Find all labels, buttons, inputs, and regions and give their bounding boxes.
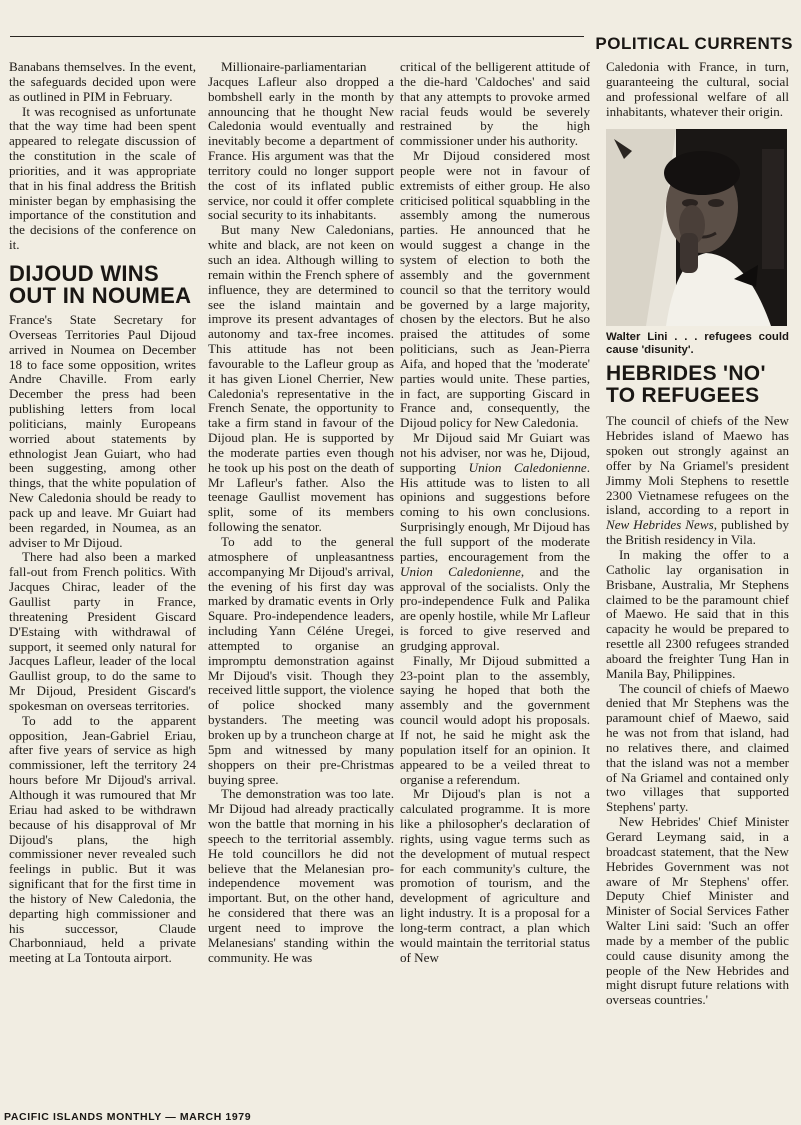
text-run: . His attitude was to listen to all opinions and suggestions before coming to his own conclusions. Surprisingly enough, Mr Dijoud has the full support of the moderate parties, encouragement from the xyxy=(400,459,590,564)
text-run: The council of chiefs of the New Hebrides island of Maewo has spoken out strongly against an offer by Na Griamel's president Jimmy Moli Stephens to resettle 2300 Vietnamese refugees on the island, according to a report in xyxy=(606,413,789,518)
text-run: , and the approval of the socialists. Only the pro-independence Fulk and Palika are openly hostile, while Mr Lafleur is forced to give reserved and grudging approval. xyxy=(400,563,590,653)
article-paragraph: Millionaire-parliamentarian Jacques Lafleur also dropped a bombshell early in the month by announcing that he thought New Caledonia would eventually and inevitably become a department of France. His argument was that the territory could no longer support the cost of its inflated public service, nor could it offer complete social security to its inhabitants. xyxy=(208,60,394,223)
article-paragraph: The demonstration was too late. Mr Dijoud had already practically won the battle that morning in his speech to the territorial assembly. He told councillors he did not believe that the Melanesian pro-independence movement was important. But, on the other hand, he considered that there was an urgent need to improve the Melanesians' standing within the community. He was xyxy=(208,786,394,965)
article-paragraph: To add to the general atmosphere of unpleasantness accompanying Mr Dijoud's arrival, the evening of his first day was marked by dramatic events in Orly Square. Pro-independence leaders, including Yann Céléne Uregei, attempted to organise an impromptu demonstration against Mr Dijoud's visit. Though they received little support, the violence of police shocked many bystanders. The meeting was broken up by a truncheon charge at 5pm and witnessed by many shoppers on their pre-Christmas buying spree. xyxy=(208,534,394,787)
column-1 xyxy=(9,60,196,1100)
article-paragraph: Caledonia with France, in turn, guaranteeing the cultural, social and professional welfare of all inhabitants, whatever their origin. xyxy=(606,60,789,119)
column-4 xyxy=(606,60,789,1115)
column-2 xyxy=(208,60,394,1108)
article-paragraph: It was recognised as unfortunate that the way time had been spent appeared to relegate discussion of the constitution in the scale of priorities, and it was appropriate that in his final address the British minister began by emphasising the importance of the constitution and the decisions of the conference on it. xyxy=(9,103,196,253)
party-name: Union Caledonienne xyxy=(400,563,521,579)
text-run: , published by the British residency in Vila. xyxy=(606,517,789,548)
article-paragraph: Mr Dijoud considered most people were not in favour of extremists of either group. He also criticised political squabbling in the assembly among the numerous parties. He announced that he would suggest a change in the system of election to both the assembly and the government council so that the territory would be governed by a large majority, chosen by the electors. But he also praised the attitudes of some politicians, such as Jean-Pierra Aifa, and hoped that the 'moderate' parties would unite. These parties, in fact, are supporting Giscard in France and, consequently, the Dijoud policy for New Caledonia. xyxy=(400,148,590,431)
newspaper-name: New Hebrides News xyxy=(606,517,714,533)
text-run: Mr Dijoud said Mr Guiart was not his adviser, nor was he, Dijoud, supporting xyxy=(400,430,590,475)
portrait-illustration xyxy=(606,129,787,326)
article-paragraph: The council of chiefs of Maewo denied that Mr Stephens was the paramount chief of Maewo, said he was not from that island, had no relatives there, and claimed that the island was not a member of Na Griamel and contained only two villages that supported Stephens' party. xyxy=(606,680,789,815)
article-paragraph: To add to the apparent opposition, Jean-Gabriel Eriau, after five years of service as high commissioner, left the territory 24 hours before Mr Dijoud's arrival. Although it was rumoured that Mr Eriau had asked to be withdrawn because of his disapproval of Mr Dijoud's plans, the high commissioner never revealed such feelings in public. But it was significant that for the first time in the history of New Caledonia, the departing high commissioner and his successor, Claude Charbonniaud, held a private meeting at La Tontouta airport. xyxy=(9,712,196,966)
walter-lini-photo xyxy=(606,129,787,326)
article-paragraph: Banabans themselves. In the event, the safeguards decided upon were as outlined in PIM in February. xyxy=(9,60,196,104)
headline-dijoud: DIJOUD WINS OUT IN NOUMEA xyxy=(9,260,192,308)
article-paragraph: France's State Secretary for Overseas Territories Paul Dijoud arrived in Noumea on December 18 to face some opposition, writes Andre Chaville. From early December the press had been publishing letters from local politicians, mainly Europeans worried about statements by ethnologist Jean Guiart, who had been suggesting, among other things, that the white population of New Caledonia should be ready to pack up and leave. Mr Guiart had been regarded, in Noumea, as an adviser to Mr Dijoud. xyxy=(9,311,196,550)
article-paragraph: But many New Caledonians, white and black, are not keen on such an idea. Although willing to remain within the French sphere of influence, they are determined to see the island maintain and improve its present advantages of autonomy and tax-free incomes. This attitude has not been favourable to the Lafleur group as it has given Lionel Cherrier, New Caledonia's representative in the French Senate, the opportunity to take a firm stand in favour of the Dijoud plan. He is supported by the moderate parties even though he took up his post on the death of Mr Lafleur's father. Also the teenage Gaullist movement has split, some of its members following the senator. xyxy=(208,222,394,535)
article-paragraph xyxy=(606,414,789,548)
headline-hebrides: HEBRIDES 'NO' TO REFUGEES xyxy=(606,362,766,408)
photo-caption: Walter Lini . . . refugees could cause 'disunity'. xyxy=(606,331,789,357)
article-paragraph xyxy=(400,431,590,654)
article-paragraph: Finally, Mr Dijoud submitted a 23-point plan to the assembly, saying he hoped that both the assembly and the government council would adopt his proposals. If not, he said he might ask the population itself for an opinion. It appeared to be a veiled threat to organise a referendum. xyxy=(400,652,590,787)
article-paragraph: There had also been a marked fall-out from French politics. With Jacques Chirac, leader of the Gaullist party in France, threatening President Giscard D'Estaing with withdrawal of support, it seemed only natural for Jacques Lafleur, leader of the local Gaullist group, to do the same to Mr Dijoud, President Giscard's spokesman on overseas territories. xyxy=(9,549,196,713)
article-paragraph: In making the offer to a Catholic lay organisation in Brisbane, Australia, Mr Stephens claimed to be the paramount chief of Maewo. He said that in this capacity he would be prepared to resettle all 2300 refugees stranded aboard the freighter Tung Han in Manila Bay, Philippines. xyxy=(606,546,789,681)
party-name: Union Caledonienne xyxy=(468,459,587,475)
section-title: POLITICAL CURRENTS xyxy=(595,34,793,53)
article-paragraph: New Hebrides' Chief Minister Gerard Leymang said, in a broadcast statement, that the New Hebrides Government was not aware of Mr Stephens' offer. Deputy Chief Minister and Minister of Social Services Father Walter Lini said: 'Such an offer made by a member of the public could cause disunity among the people of the New Hebrides and might disrupt future relations with overseas countries.' xyxy=(606,814,789,1008)
publication-footer: PACIFIC ISLANDS MONTHLY — MARCH 1979 xyxy=(4,1111,252,1123)
column-3 xyxy=(400,60,590,1106)
article-paragraph: Mr Dijoud's plan is not a calculated programme. It is more like a philosopher's declaration of rights, using vague terms such as the development of mutual respect for each community's culture, the promotion of tourism, and the development of agriculture and light industry. It is a proposal for a long-term contract, a plan which would maintain the territorial status of New xyxy=(400,786,590,965)
header-rule xyxy=(10,36,584,37)
article-paragraph: critical of the belligerent attitude of the die-hard 'Caldoches' and said that any attempts to provoke armed racial feuds would be severely restrained by the high commissioner under his authority. xyxy=(400,60,590,149)
